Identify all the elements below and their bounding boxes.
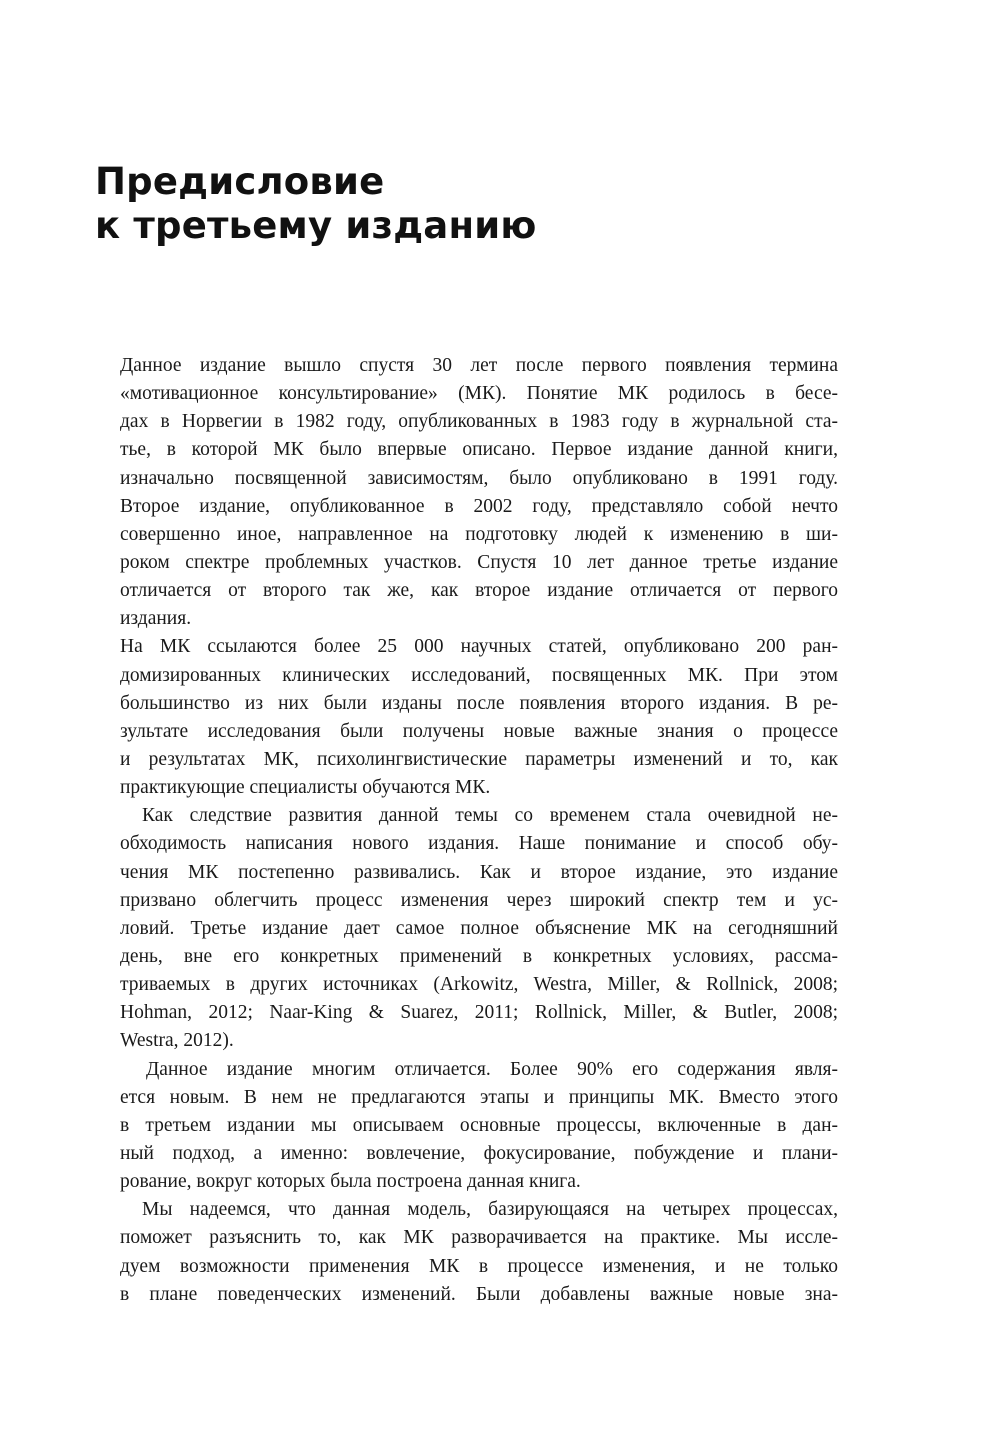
text-line: рование, вокруг которых была построена данная книга. (120, 1171, 581, 1193)
text-line: Второе издание, опубликованное в 2002 году, представляло собой нечто (120, 495, 838, 517)
chapter-title-line-2: к третьему изданию (95, 204, 537, 247)
text-line: Westra, 2012). (120, 1030, 234, 1052)
paragraph (120, 633, 838, 802)
text-line: день, вне его конкретных применений в конкретных условиях, рассма- (120, 945, 838, 967)
text-line: триваемых в других источниках (Arkowitz, Westra, Miller, & Rollnick, 2008; (120, 974, 838, 996)
text-line: поможет разъяснить то, как МК разворачивается на практике. Мы иссле- (120, 1227, 838, 1249)
text-line: призвано облегчить процесс изменения через широкий спектр тем и ус- (120, 889, 838, 911)
text-line: «мотивационное консультирование» (МК). Понятие МК родилось в бесе- (120, 383, 838, 405)
text-line: роком спектре проблемных участков. Спустя 10 лет данное третье издание (120, 551, 838, 573)
text-line: отличается от второго так же, как второе издание отличается от первого (120, 580, 838, 602)
text-line: ный подход, а именно: вовлечение, фокусирование, побуждение и плани- (120, 1142, 838, 1164)
paragraph (120, 1196, 838, 1309)
text-line: домизированных клинических исследований, посвященных МК. При этом (120, 664, 838, 686)
text-line: Hohman, 2012; Naar-King & Suarez, 2011; Rollnick, Miller, & Butler, 2008; (120, 1002, 838, 1024)
paragraph (120, 802, 838, 1055)
text-line: дуем возможности применения МК в процессе изменения, и не только (120, 1255, 838, 1277)
body-text (120, 352, 838, 1309)
text-line: На МК ссылаются более 25 000 научных статей, опубликовано 200 ран- (120, 636, 838, 658)
paragraph (120, 1056, 838, 1197)
text-line: практикующие специалисты обучаются МК. (120, 777, 491, 799)
text-line: тье, в которой МК было впервые описано. Первое издание данной книги, (120, 439, 838, 461)
text-line: в третьем издании мы описываем основные процессы, включенные в дан- (120, 1114, 838, 1136)
paragraph (120, 352, 838, 633)
text-line: Данное издание многим отличается. Более 90% его содержания явля- (146, 1058, 838, 1080)
text-line: обходимость написания нового издания. Наше понимание и способ обу- (120, 833, 838, 855)
text-line: совершенно иное, направленное на подготовку людей к изменению в ши- (120, 523, 838, 545)
text-line: Данное издание вышло спустя 30 лет после первого появления термина (120, 355, 838, 376)
text-line: и результатах МК, психолингвистические параметры изменений и то, как (120, 748, 838, 770)
chapter-title-line-1: Предисловие (95, 160, 385, 203)
text-line: Как следствие развития данной темы со временем стала очевидной не- (142, 805, 838, 827)
text-line: чения МК постепенно развивались. Как и второе издание, это издание (120, 861, 838, 883)
text-line: зультате исследования были получены новые важные знания о процессе (120, 720, 838, 742)
text-line: изначально посвященной зависимостям, было опубликовано в 1991 году. (120, 467, 838, 489)
text-line: дах в Норвегии в 1982 году, опубликованных в 1983 году в журнальной ста- (120, 411, 838, 433)
text-line: в плане поведенческих изменений. Были добавлены важные новые зна- (120, 1283, 838, 1305)
text-line: большинство из них были изданы после появления второго издания. В ре- (120, 692, 838, 714)
chapter-title (95, 160, 537, 248)
text-line: ется новым. В нем не предлагаются этапы и принципы МК. Вместо этого (120, 1086, 838, 1108)
text-line: ловий. Третье издание дает самое полное объяснение МК на сегодняшний (120, 917, 838, 939)
text-line: Мы надеемся, что данная модель, базирующаяся на четырех процессах, (142, 1199, 838, 1221)
text-line: издания. (120, 608, 192, 630)
